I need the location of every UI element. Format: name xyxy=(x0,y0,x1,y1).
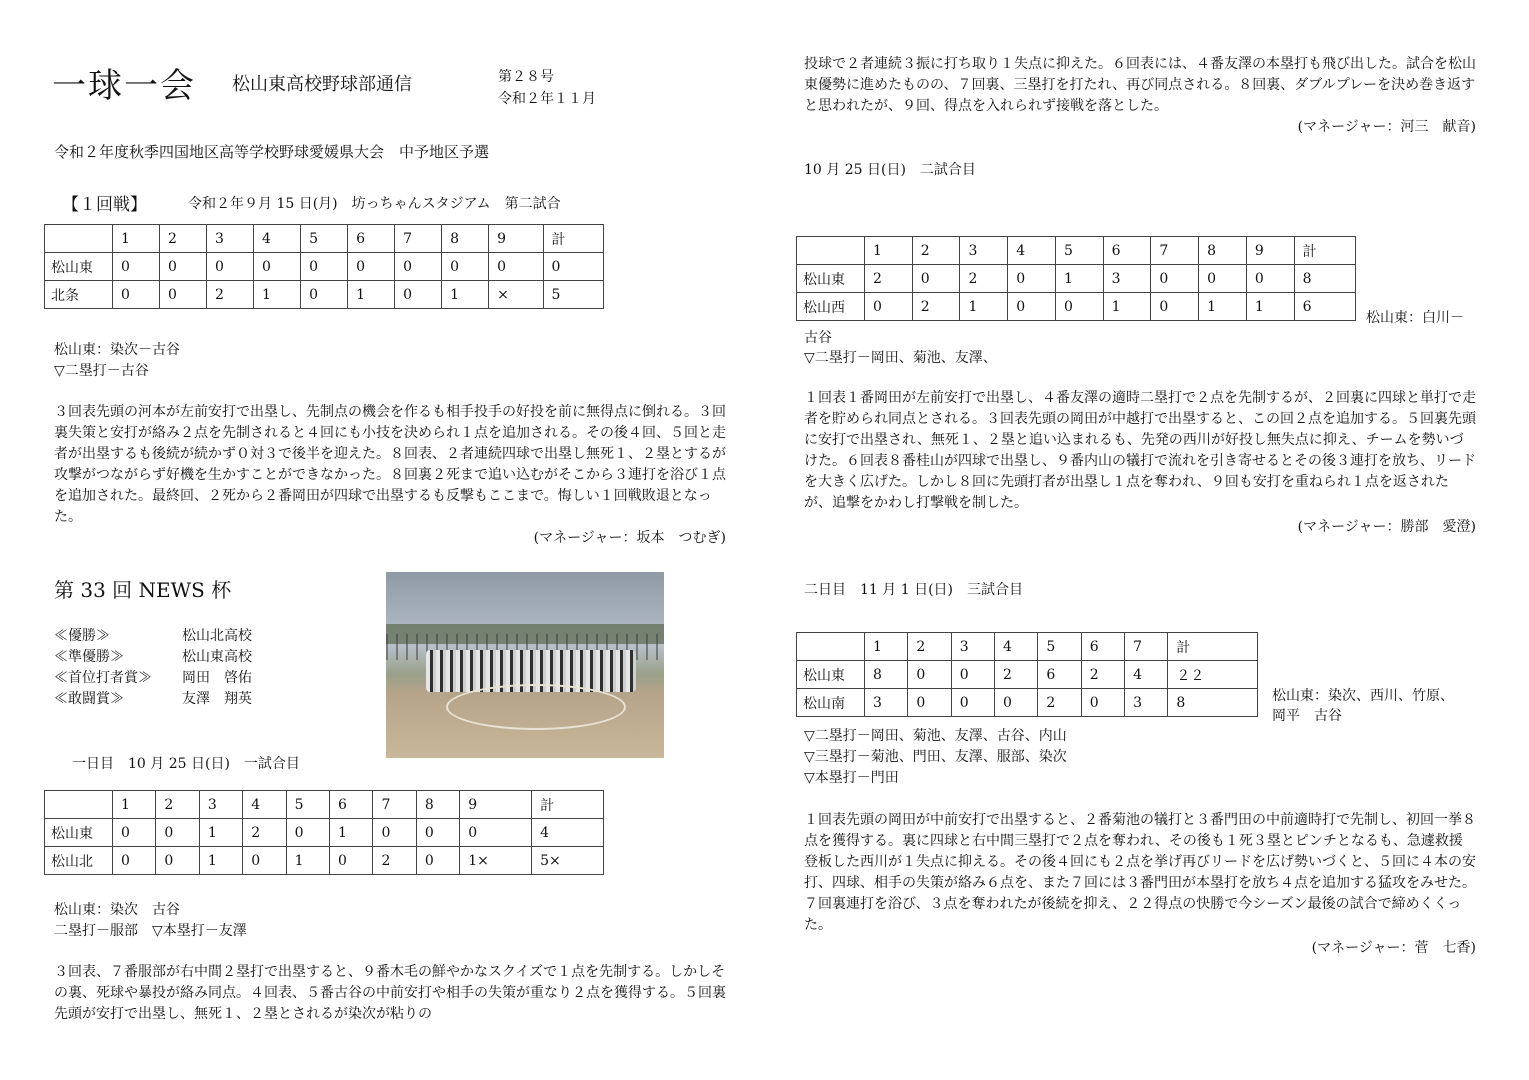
run-cell: 2 xyxy=(960,265,1008,293)
run-cell: 0 xyxy=(160,281,207,309)
run-cell: 0 xyxy=(301,253,348,281)
inning-header-cell: 1 xyxy=(865,633,908,661)
inning-header-cell: 2 xyxy=(160,225,207,253)
round1-credit: (マネージャー：坂本 つむぎ) xyxy=(533,530,726,546)
run-cell: 8 xyxy=(1168,689,1258,717)
news-game1-credit: (マネージャー：河三 献音) xyxy=(1297,119,1476,135)
run-cell: 0 xyxy=(442,253,489,281)
photo-pitcher-circle xyxy=(446,684,626,730)
award-item xyxy=(54,689,374,710)
run-cell: 0 xyxy=(1008,265,1056,293)
score-header-row xyxy=(45,791,604,819)
run-cell: 0 xyxy=(113,847,156,875)
score-row xyxy=(45,819,604,847)
run-cell: 0 xyxy=(301,281,348,309)
run-cell: 0 xyxy=(951,689,994,717)
inning-header-cell: 9 xyxy=(1246,237,1294,265)
inning-header-cell: 計 xyxy=(532,791,604,819)
run-cell: 0 xyxy=(286,819,329,847)
inning-header-cell: 4 xyxy=(243,791,286,819)
news-game3-doubles: ▽二塁打－岡田、菊池、友澤、古谷、内山 xyxy=(804,728,1067,744)
round1-report: ３回表先頭の河本が左前安打で出塁し、先制点の機会を作るも相手投手の好投を前に無得点に倒れる。３回裏失策と安打が絡み２点を先制されると４回にも小技を決められ１点を追加される。その後４回、５回と走者が出塁するも後続が続かず０対３で後半を迎えた。８回表、２者連続四球で出塁し無死１、２塁とするが攻撃がつながらず好機を生かすことができなかった。８回裏２死まで追い込むがそこから３連打を浴び１点を追加された。最終回、２死から２番岡田が四球で出塁するも反撃もここまで。悔しい１回戦敗退となった。 xyxy=(54,404,726,525)
issue-info xyxy=(498,66,596,110)
score-table-news-game3 xyxy=(796,632,1258,717)
inning-header-cell: 5 xyxy=(1038,633,1081,661)
inning-header-cell: 3 xyxy=(951,633,994,661)
award-value: 友澤 翔英 xyxy=(182,691,252,707)
inning-header-cell: 6 xyxy=(348,225,395,253)
round1-battery: 松山東：染次－古谷 xyxy=(54,342,180,358)
team-name-cell: 北条 xyxy=(45,281,113,309)
run-cell: 2 xyxy=(1081,661,1124,689)
run-cell: 4 xyxy=(1125,661,1168,689)
score-corner-cell xyxy=(797,633,865,661)
run-cell: 1 xyxy=(1055,265,1103,293)
award-value: 岡田 啓佑 xyxy=(182,670,252,686)
inning-header-cell: 9 xyxy=(489,225,543,253)
award-label: ≪優勝≫ xyxy=(54,628,110,644)
run-cell: 1 xyxy=(1103,293,1151,321)
award-value: 松山東高校 xyxy=(182,649,252,665)
team-name-cell: 松山西 xyxy=(797,293,865,321)
run-cell: 1 xyxy=(286,847,329,875)
run-cell: 0 xyxy=(1246,265,1294,293)
news-game3-info: 二日目 11 月 1 日(日) 三試合目 xyxy=(804,582,1023,598)
run-cell: 3 xyxy=(1125,689,1168,717)
run-cell: 1 xyxy=(330,819,373,847)
inning-header-cell: 5 xyxy=(1055,237,1103,265)
inning-header-cell: 1 xyxy=(865,237,913,265)
run-cell: 0 xyxy=(113,253,160,281)
run-cell: 0 xyxy=(1199,265,1247,293)
award-value: 松山北高校 xyxy=(182,628,252,644)
news-game2-hits: ▽二塁打－岡田、菊池、友澤、 xyxy=(804,350,997,366)
news-game3-credit: (マネージャー：菅 七香) xyxy=(1311,940,1476,956)
inning-header-cell: 計 xyxy=(1294,237,1355,265)
run-cell: 0 xyxy=(1008,293,1056,321)
run-cell: 5 xyxy=(543,281,603,309)
run-cell: 2 xyxy=(995,661,1038,689)
team-name-cell: 松山南 xyxy=(797,689,865,717)
inning-header-cell: 2 xyxy=(156,791,199,819)
run-cell: 1 xyxy=(254,281,301,309)
inning-header-cell: 8 xyxy=(1199,237,1247,265)
run-cell: 0 xyxy=(1151,265,1199,293)
run-cell: 1 xyxy=(442,281,489,309)
news-game1-report-cont: 投球で２者連続３振に打ち取り１失点に抑えた。６回表には、４番友澤の本塁打も飛び出した。試合を松山東優勢に進めたものの、７回裏、三塁打を打たれ、再び同点される。８回裏、ダブルプレーを決め巻き返すと思われたが、９回、得点を入れられず接戦を落とした。 xyxy=(804,56,1476,114)
run-cell: 0 xyxy=(395,281,442,309)
run-cell: 0 xyxy=(1151,293,1199,321)
run-cell: 2 xyxy=(207,281,254,309)
run-cell: 6 xyxy=(1294,293,1355,321)
award-item xyxy=(54,668,374,689)
inning-header-cell: 4 xyxy=(254,225,301,253)
round1-hits: ▽二塁打－古谷 xyxy=(54,363,149,379)
score-row xyxy=(45,847,604,875)
run-cell: 0 xyxy=(330,847,373,875)
score-corner-cell xyxy=(45,791,113,819)
run-cell: 0 xyxy=(395,253,442,281)
score-row xyxy=(797,265,1356,293)
inning-header-cell: 7 xyxy=(373,791,416,819)
run-cell: 1× xyxy=(460,847,532,875)
run-cell: 0 xyxy=(243,847,286,875)
inning-header-cell: 7 xyxy=(395,225,442,253)
run-cell: 0 xyxy=(489,253,543,281)
run-cell: 8 xyxy=(1294,265,1355,293)
run-cell: 0 xyxy=(1081,689,1124,717)
run-cell: 3 xyxy=(865,689,908,717)
news-game2-credit: (マネージャー：勝部 愛澄) xyxy=(1297,519,1476,535)
run-cell: 1 xyxy=(199,847,242,875)
run-cell: 1 xyxy=(1199,293,1247,321)
award-item xyxy=(54,647,374,668)
tournament-title: 令和２年度秋季四国地区高等学校野球愛媛県大会 中予地区予選 xyxy=(54,143,490,161)
run-cell: 0 xyxy=(113,281,160,309)
newsletter-subtitle: 松山東高校野球部通信 xyxy=(232,74,412,95)
inning-header-cell: 6 xyxy=(330,791,373,819)
inning-header-cell: 9 xyxy=(460,791,532,819)
run-cell: 6 xyxy=(1038,661,1081,689)
score-row xyxy=(797,661,1258,689)
inning-header-cell: 6 xyxy=(1103,237,1151,265)
inning-header-cell: 6 xyxy=(1081,633,1124,661)
score-header-row xyxy=(797,237,1356,265)
news-game2-battery-cont: 古谷 xyxy=(804,330,832,346)
run-cell: 0 xyxy=(460,819,532,847)
inning-header-cell: 3 xyxy=(960,237,1008,265)
run-cell: 1 xyxy=(960,293,1008,321)
news-game1-battery: 松山東：染次 古谷 xyxy=(54,902,180,918)
award-list xyxy=(54,626,374,710)
inning-header-cell: 7 xyxy=(1125,633,1168,661)
run-cell: 0 xyxy=(908,689,951,717)
run-cell: 1 xyxy=(1246,293,1294,321)
score-row xyxy=(797,293,1356,321)
news-cup-heading: 第 33 回 NEWS 杯 xyxy=(54,578,232,602)
award-label: ≪首位打者賞≫ xyxy=(54,670,152,686)
run-cell: × xyxy=(489,281,543,309)
run-cell: 0 xyxy=(912,265,960,293)
run-cell: 0 xyxy=(995,689,1038,717)
run-cell: 0 xyxy=(156,819,199,847)
score-table-news-game2 xyxy=(796,236,1356,321)
inning-header-cell: 3 xyxy=(207,225,254,253)
run-cell: 2 xyxy=(373,847,416,875)
run-cell: 2 xyxy=(912,293,960,321)
newsletter-title: 一球一会 xyxy=(52,66,196,106)
run-cell: 0 xyxy=(416,847,459,875)
run-cell: 2 xyxy=(865,265,913,293)
score-row xyxy=(45,253,604,281)
score-table-round1 xyxy=(44,224,604,309)
run-cell: 3 xyxy=(1103,265,1151,293)
score-table-news-game1 xyxy=(44,790,604,875)
round1-heading: 【１回戦】 xyxy=(62,195,147,215)
run-cell: 2 xyxy=(1038,689,1081,717)
run-cell: 4 xyxy=(532,819,604,847)
inning-header-cell: 7 xyxy=(1151,237,1199,265)
news-game2-report: １回表１番岡田が左前安打で出塁し、４番友澤の適時二塁打で２点を先制するが、２回裏に四球と単打で走者を貯められ同点とされる。３回表先頭の岡田が中越打で出塁すると、この回２点を追加する。５回裏先頭に安打で出塁され、無死１、２塁と追い込まれるも、先発の西川が好投し無失点に抑え、チームを勢いづけた。６回表８番桂山が四球で出塁し、９番内山の犠打で流れを引き寄せるとその後３連打を放ち、リードを大きく広げた。しかし８回に先頭打者が出塁し１点を奪われ、９回も安打を重ねられ１点を返されたが、追撃をかわし打撃戦を制した。 xyxy=(804,390,1476,511)
run-cell: 0 xyxy=(1055,293,1103,321)
inning-header-cell: 4 xyxy=(995,633,1038,661)
issue-date: 令和２年１１月 xyxy=(498,91,596,107)
inning-header-cell: 計 xyxy=(1168,633,1258,661)
news-game1-report: ３回表、７番服部が右中間２塁打で出塁すると、９番木毛の鮮やかなスクイズで１点を先制する。しかしその裏、死球や暴投が絡み同点。４回表、５番古谷の中前安打や相手の失策が重なり２点を獲得する。５回裏先頭が安打で出塁し、無死１、２塁とされるが染次が粘りの xyxy=(54,964,726,1022)
news-game3-homerun: ▽本塁打－門田 xyxy=(804,770,899,786)
run-cell: 0 xyxy=(373,819,416,847)
inning-header-cell: 3 xyxy=(199,791,242,819)
score-header-row xyxy=(797,633,1258,661)
news-game3-battery: 松山東：染次、西川、竹原、 xyxy=(1272,688,1454,704)
run-cell: 0 xyxy=(207,253,254,281)
news-game2-info: 10 月 25 日(日) 二試合目 xyxy=(804,162,976,178)
inning-header-cell: 4 xyxy=(1008,237,1056,265)
run-cell: 0 xyxy=(160,253,207,281)
run-cell: 0 xyxy=(348,253,395,281)
team-name-cell: 松山東 xyxy=(45,819,113,847)
team-name-cell: 松山北 xyxy=(45,847,113,875)
news-game3-battery-cont: 岡平 古谷 xyxy=(1272,708,1342,724)
run-cell: 0 xyxy=(416,819,459,847)
inning-header-cell: 計 xyxy=(543,225,603,253)
award-label: ≪準優勝≫ xyxy=(54,649,124,665)
issue-number: 第２８号 xyxy=(498,69,554,85)
team-name-cell: 松山東 xyxy=(797,265,865,293)
run-cell: 1 xyxy=(348,281,395,309)
news-game2-battery: 松山東：白川－ xyxy=(1366,310,1464,326)
round1-info: 令和２年９月 15 日(月) 坊っちゃんスタジアム 第二試合 xyxy=(188,196,561,212)
inning-header-cell: 5 xyxy=(286,791,329,819)
inning-header-cell: 2 xyxy=(908,633,951,661)
score-corner-cell xyxy=(45,225,113,253)
team-name-cell: 松山東 xyxy=(797,661,865,689)
run-cell: 2 xyxy=(243,819,286,847)
run-cell: 0 xyxy=(865,293,913,321)
run-cell: 0 xyxy=(908,661,951,689)
run-cell: 1 xyxy=(199,819,242,847)
team-name-cell: 松山東 xyxy=(45,253,113,281)
run-cell: ２２ xyxy=(1168,661,1258,689)
news-game1-hits: 二塁打－服部 ▽本塁打－友澤 xyxy=(54,923,247,939)
inning-header-cell: 1 xyxy=(113,225,160,253)
inning-header-cell: 1 xyxy=(113,791,156,819)
score-corner-cell xyxy=(797,237,865,265)
score-header-row xyxy=(45,225,604,253)
run-cell: 8 xyxy=(865,661,908,689)
inning-header-cell: 5 xyxy=(301,225,348,253)
run-cell: 5× xyxy=(532,847,604,875)
award-label: ≪敢闘賞≫ xyxy=(54,691,124,707)
run-cell: 0 xyxy=(951,661,994,689)
news-game3-report: １回表先頭の岡田が中前安打で出塁すると、２番菊池の犠打と３番門田の中前適時打で先制し、初回一挙８点を獲得する。裏に四球と右中間三塁打で２点を奪われ、その後も１死３塁とピンチとなるも、急遽救援登板した西川が１失点に抑える。その後４回にも２点を挙げ再びリードを広げ勢いづくと、５回に４本の安打、四球、相手の失策が絡み６点を、また７回には３番門田が本塁打を放ち４点を追加する猛攻をみせた。７回裏連打を浴び、３点を奪われたが後続を抑え、２２得点の快勝で今シーズン最後の試合で締めくくった。 xyxy=(804,812,1476,933)
score-row xyxy=(797,689,1258,717)
inning-header-cell: 2 xyxy=(912,237,960,265)
news-day1-info: 一日目 10 月 25 日(日) 一試合目 xyxy=(72,756,300,772)
inning-header-cell: 8 xyxy=(416,791,459,819)
score-row xyxy=(45,281,604,309)
run-cell: 0 xyxy=(543,253,603,281)
run-cell: 0 xyxy=(156,847,199,875)
news-game3-triples: ▽三塁打－菊池、門田、友澤、服部、染次 xyxy=(804,749,1067,765)
team-photo xyxy=(386,572,664,758)
run-cell: 0 xyxy=(113,819,156,847)
inning-header-cell: 8 xyxy=(442,225,489,253)
award-item xyxy=(54,626,374,647)
run-cell: 0 xyxy=(254,253,301,281)
